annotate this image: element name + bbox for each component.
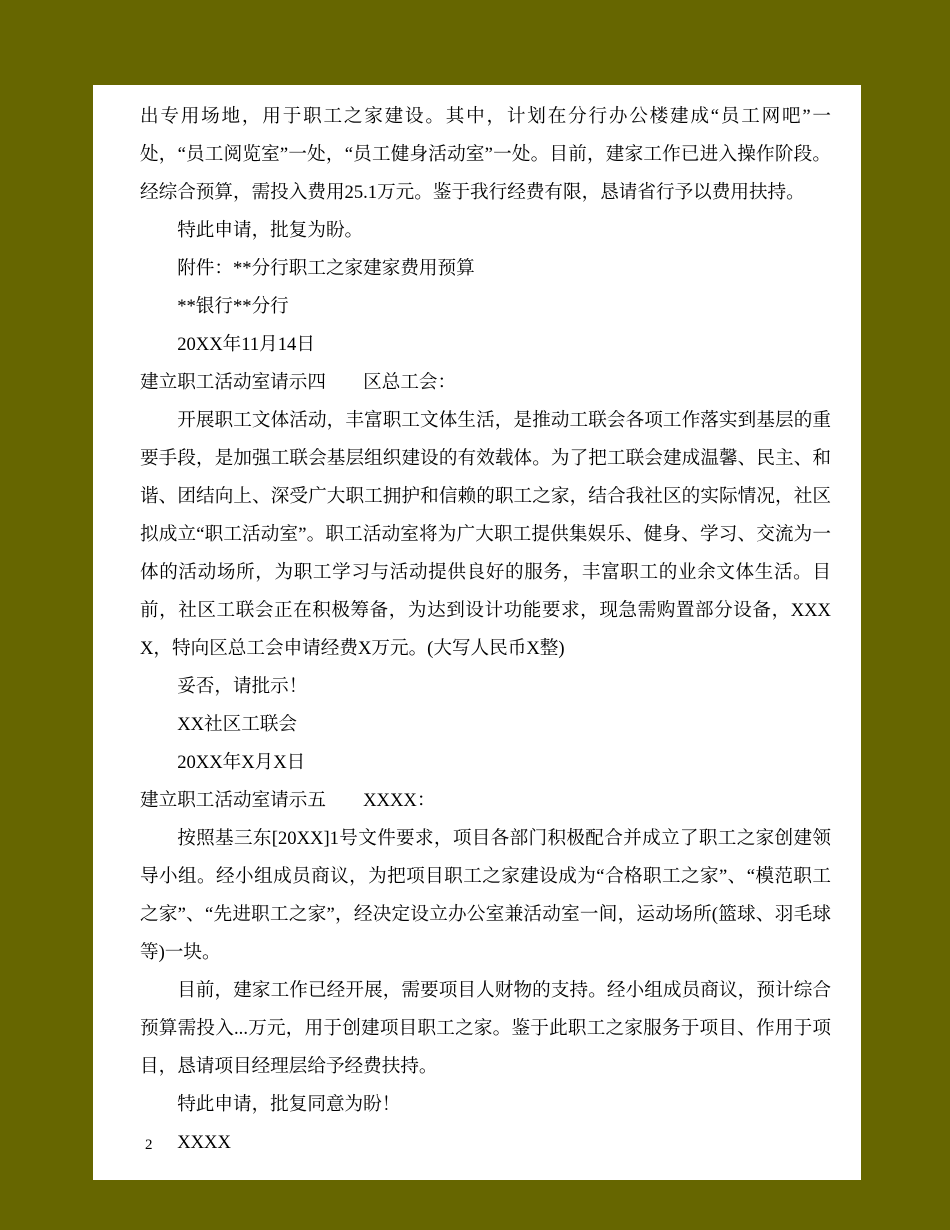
closing-request-line: 特此申请，批复为盼。 xyxy=(177,220,364,241)
signature-line: **银行**分行 xyxy=(177,296,289,317)
paragraph-continuation: 出专用场地，用于职工之家建设。其中，计划在分行办公楼建成“员工网吧”一处，“员工阅览室”一处，“员工健身活动室”一处。目前，建家工作已进入操作阶段。经综合预算，需投入费用25.1万元。鉴于我行经费有限，恳请省行予以费用扶持。 xyxy=(140,106,831,203)
paragraph-body: 按照基三东[20XX]1号文件要求，项目各部门积极配合并成立了职工之家创建领导小组。经小组成员商议，为把项目职工之家建设成为“合格职工之家”、“模范职工之家”、“先进职工之家”，经决定设立办公室兼活动室一间，运动场所(篮球、羽毛球等)一块。 xyxy=(140,828,831,963)
document-body xyxy=(140,98,831,1162)
page-number: 2 xyxy=(145,1137,153,1153)
section-heading-four: 建立职工活动室请示四 区总工会： xyxy=(140,372,457,393)
date-line: 20XX年11月14日 xyxy=(177,334,315,355)
document-page xyxy=(93,85,861,1180)
signature-line: XXXX xyxy=(177,1132,231,1153)
approval-request-line: 妥否，请批示！ xyxy=(177,676,308,697)
attachment-line: 附件：**分行职工之家建家费用预算 xyxy=(177,258,475,279)
closing-request-line: 特此申请，批复同意为盼！ xyxy=(177,1094,401,1115)
paragraph-body: 目前，建家工作已经开展，需要项目人财物的支持。经小组成员商议，预计综合预算需投入...万元，用于创建项目职工之家。鉴于此职工之家服务于项目、作用于项目，恳请项目经理层给予经费扶持。 xyxy=(140,980,831,1077)
date-line: 20XX年X月X日 xyxy=(177,752,306,773)
signature-line: XX社区工联会 xyxy=(177,714,298,735)
section-heading-five: 建立职工活动室请示五 XXXX： xyxy=(140,790,436,811)
paragraph-body: 开展职工文体活动，丰富职工文体生活，是推动工联会各项工作落实到基层的重要手段，是加强工联会基层组织建设的有效载体。为了把工联会建成温馨、民主、和谐、团结向上、深受广大职工拥护和信赖的职工之家，结合我社区的实际情况，社区拟成立“职工活动室”。职工活动室将为广大职工提供集娱乐、健身、学习、交流为一体的活动场所，为职工学习与活动提供良好的服务，丰富职工的业余文体生活。目前，社区工联会正在积极筹备，为达到设计功能要求，现急需购置部分设备，XXXX，特向区总工会申请经费X万元。(大写人民币X整) xyxy=(140,410,831,659)
